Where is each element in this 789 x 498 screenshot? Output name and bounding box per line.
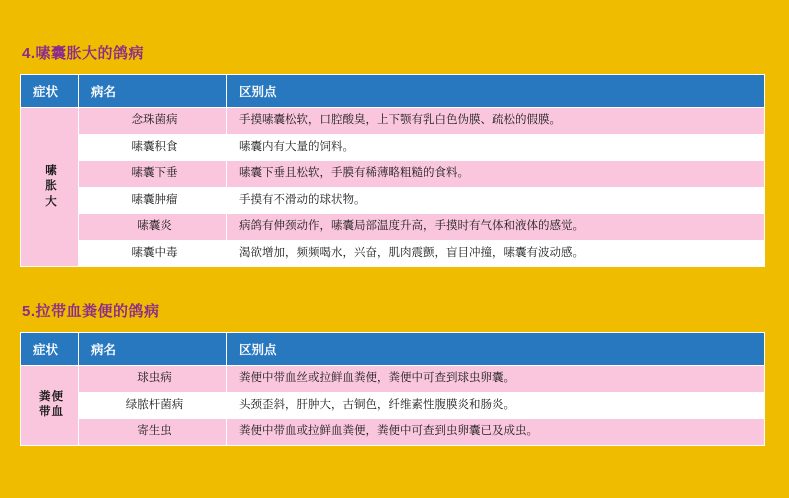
disease-name: 嗉囊积食 [79, 134, 227, 161]
table-row [21, 419, 765, 446]
disease-difference: 粪便中带血或拉鲜血粪便，粪便中可查到虫卵囊已及成虫。 [227, 419, 765, 446]
table-row [21, 214, 765, 241]
disease-name: 念珠菌病 [79, 108, 227, 135]
column-header-name: 病名 [79, 333, 227, 366]
disease-difference: 嗉囊下垂且松软，手膜有稀薄略粗糙的食料。 [227, 161, 765, 188]
section-bloody-droppings [20, 300, 765, 446]
disease-name: 寄生虫 [79, 419, 227, 446]
table-row [21, 366, 765, 393]
group-label-cell [21, 366, 79, 446]
section-swollen-crop [20, 42, 765, 267]
table-row [21, 187, 765, 214]
column-header-symptom: 症状 [21, 333, 79, 366]
column-header-difference: 区别点 [227, 75, 765, 108]
disease-table [20, 74, 765, 267]
disease-difference: 手摸嗉囊松软，口腔酸臭，上下颚有乳白色伪膜、疏松的假膜。 [227, 108, 765, 135]
group-label-char: 嗉 [45, 164, 58, 177]
disease-difference: 粪便中带血丝或拉鲜血粪便，粪便中可查到球虫卵囊。 [227, 366, 765, 393]
column-header-symptom: 症状 [21, 75, 79, 108]
disease-difference: 嗉囊内有大量的饲料。 [227, 134, 765, 161]
disease-name: 嗉囊中毒 [79, 240, 227, 267]
group-label-char: 胀 [45, 180, 58, 193]
group-label-cell [21, 108, 79, 267]
table-row [21, 240, 765, 267]
table-row [21, 108, 765, 135]
group-label-char: 带 [39, 406, 52, 419]
table-row [21, 392, 765, 419]
section-title: 4.嗉囊胀大的鸽病 [22, 45, 145, 62]
column-header-name: 病名 [79, 75, 227, 108]
column-header-difference: 区别点 [227, 333, 765, 366]
disease-difference: 头颈歪斜，肝肿大，古铜色，纤维素性腹膜炎和肠炎。 [227, 392, 765, 419]
disease-difference: 渴欲增加，频频喝水，兴奋，肌肉震颤，盲目冲撞，嗉囊有波动感。 [227, 240, 765, 267]
table-header-row [21, 75, 765, 108]
disease-difference: 病鸽有伸颈动作，嗉囊局部温度升高，手摸时有气体和液体的感觉。 [227, 214, 765, 241]
disease-table [20, 332, 765, 446]
group-label-char: 大 [45, 195, 58, 208]
disease-name: 嗉囊炎 [79, 214, 227, 241]
table-header-row [21, 333, 765, 366]
disease-name: 球虫病 [79, 366, 227, 393]
section-title: 5.拉带血粪便的鸽病 [22, 303, 160, 320]
disease-name: 嗉囊肿瘤 [79, 187, 227, 214]
group-label-char: 粪 [39, 390, 52, 403]
group-label-char: 便 [51, 390, 64, 403]
table-row [21, 134, 765, 161]
disease-name: 绿脓杆菌病 [79, 392, 227, 419]
disease-difference: 手摸有不滑动的球状物。 [227, 187, 765, 214]
disease-name: 嗉囊下垂 [79, 161, 227, 188]
table-row [21, 161, 765, 188]
group-label-char: 血 [51, 406, 64, 419]
